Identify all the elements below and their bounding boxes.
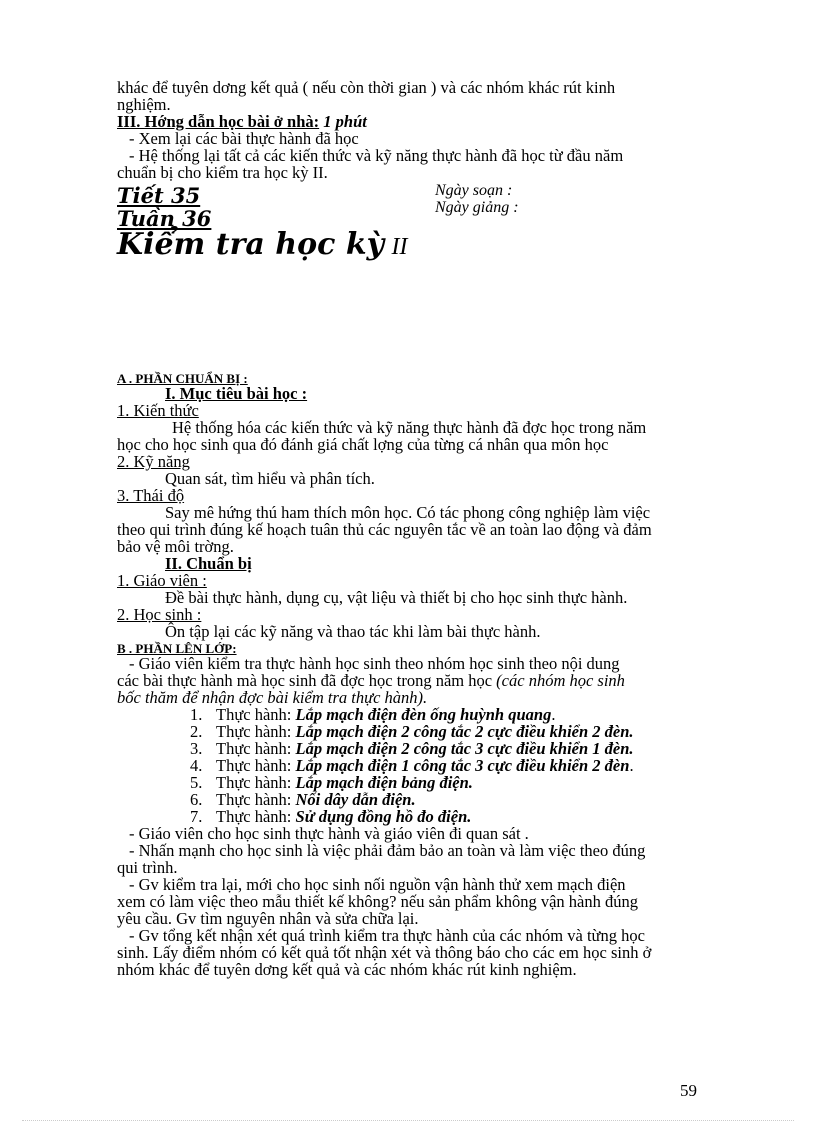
list-item-title: Nối dây dẫn điện. [295,790,416,809]
text-line: nhóm khác để tuyên dơng kết quả và các nhóm khác rút kinh nghiệm. [117,960,577,979]
text-line: Đề bài thực hành, dụng cụ, vật liệu và thiết bị cho học sinh thực hành. [165,588,628,607]
knowledge-heading: 1. Kiến thức [117,401,199,420]
text-line: khác để tuyên dơng kết quả ( nếu còn thời gian ) và các nhóm khác rút kinh [117,78,616,97]
list-item-end: . [551,705,556,724]
teaching-date-label: Ngày giảng : [435,199,519,216]
part-a-heading: A . PHẦN CHUẨN BỊ : [117,371,248,386]
text-line: Say mê hứng thú ham thích môn học. Có tác phong công nghiệp làm việc [165,503,651,522]
text-line [117,672,625,689]
preparation-heading: II. Chuẩn bị [165,554,252,573]
part-b-heading: B . PHẦN LÊN LỚP: [117,641,237,656]
homework-time: 1 phút [323,112,367,131]
list-item-number: 5. [190,773,203,792]
list-item [190,774,473,791]
list-item-title: Lắp mạch điện bảng điện. [295,773,473,792]
list-item-number: 7. [190,807,203,826]
list-item-number: 4. [190,756,203,775]
list-item-title: Lắp mạch điện 1 công tắc 3 cực điều khiển 2 đèn [295,756,630,775]
text-line: xem có làm việc theo mẫu thiết kế không? nếu sản phẩm không vận hành đúng [117,892,638,911]
intro-note: (các nhóm học sinh [496,671,625,690]
text-line: nghiệm. [117,95,171,114]
prepared-date-label: Ngày soạn : [435,182,513,199]
attitude-heading: 3. Thái độ [117,486,185,505]
list-item-number: 1. [190,705,203,724]
list-item-end: . [629,756,634,775]
text-line: - Nhấn mạnh cho học sinh là việc phải đảm bảo an toàn và làm việc theo đúng [129,841,646,860]
list-item-number: 3. [190,739,203,758]
footer-divider [22,1120,794,1121]
text-line: yêu cầu. Gv tìm nguyên nhân và sửa chữa lại. [117,909,419,928]
list-item-prefix: Thực hành: [216,705,292,724]
text-line: - Giáo viên kiểm tra thực hành học sinh theo nhóm học sinh theo nội dung [129,654,620,673]
list-item-number: 2. [190,722,203,741]
list-item: - Xem lại các bài thực hành đã học [129,129,359,148]
text-line: học cho học sinh qua đó đánh giá chất lợng của từng cá nhân qua môn học [117,435,609,454]
intro-text: các bài thực hành mà học sinh đã đợc học trong năm học [117,671,493,690]
list-item-prefix: Thực hành: [216,722,292,741]
list-item [190,791,416,808]
list-item-title: Lắp mạch điện 2 công tắc 2 cực điều khiển 2 đèn. [295,722,634,741]
text-line: - Giáo viên cho học sinh thực hành và giáo viên đi quan sát . [129,824,529,843]
list-item-prefix: Thực hành: [216,807,292,826]
list-item-prefix: Thực hành: [216,773,292,792]
list-item-title: Lắp mạch điện đèn ống huỳnh quang [295,705,552,724]
skills-heading: 2. Kỹ năng [117,452,190,471]
student-heading: 2. Học sinh : [117,605,202,624]
list-item-prefix: Thực hành: [216,756,292,775]
list-item [190,757,634,774]
lesson-number: Tiết 35 [117,183,201,208]
objectives-heading: I. Mục tiêu bài học : [165,384,308,403]
teacher-heading: 1. Giáo viên : [117,571,207,590]
list-item-title: Lắp mạch điện 2 công tắc 3 cực điều khiển 1 đèn. [295,739,634,758]
text-line: qui trình. [117,858,178,877]
list-item: - Hệ thống lại tất cả các kiến thức và kỹ năng thực hành đã học từ đầu năm [129,146,624,165]
list-item-number: 6. [190,790,203,809]
list-item-prefix: Thực hành: [216,739,292,758]
page-title-text: Kiểm tra học kỳ [117,227,385,262]
page-title-roman: II [391,234,408,260]
list-item [190,808,471,825]
homework-heading: III. Hớng dẫn học bài ở nhà: [117,112,320,131]
text-line: Hệ thống hóa các kiến thức và kỹ năng thực hành đã đợc học trong năm [172,418,647,437]
text-line: bốc thăm để nhận đợc bài kiểm tra thực hành). [117,688,428,707]
text-line: chuẩn bị cho kiểm tra học kỳ II. [117,163,328,182]
text-line: - Gv tổng kết nhận xét quá trình kiểm tra thực hành của các nhóm và từng học [129,926,645,945]
list-item-prefix: Thực hành: [216,790,292,809]
list-item [190,740,634,757]
page-number: 59 [680,1081,697,1100]
list-item [190,723,634,740]
section-heading [117,113,367,130]
text-line: - Gv kiểm tra lại, mới cho học sinh nối nguồn vận hành thử xem mạch điện [129,875,626,894]
page-title [117,227,408,262]
text-line: sinh. Lấy điểm nhóm có kết quả tốt nhận xét và thông báo cho các em học sinh ở [117,943,652,962]
text-line: Ôn tập lại các kỹ năng và thao tác khi làm bài thực hành. [165,622,541,641]
list-item-title: Sử dụng đồng hồ đo điện. [295,807,472,826]
list-item [190,706,555,723]
week-number: Tuần 36 [117,206,212,231]
text-line: bảo vệ môi trờng. [117,537,234,556]
text-line: theo qui trình đúng kế hoạch tuân thủ các nguyên tắc về an toàn lao động và đảm [117,520,652,539]
text-line: Quan sát, tìm hiểu và phân tích. [165,469,375,488]
